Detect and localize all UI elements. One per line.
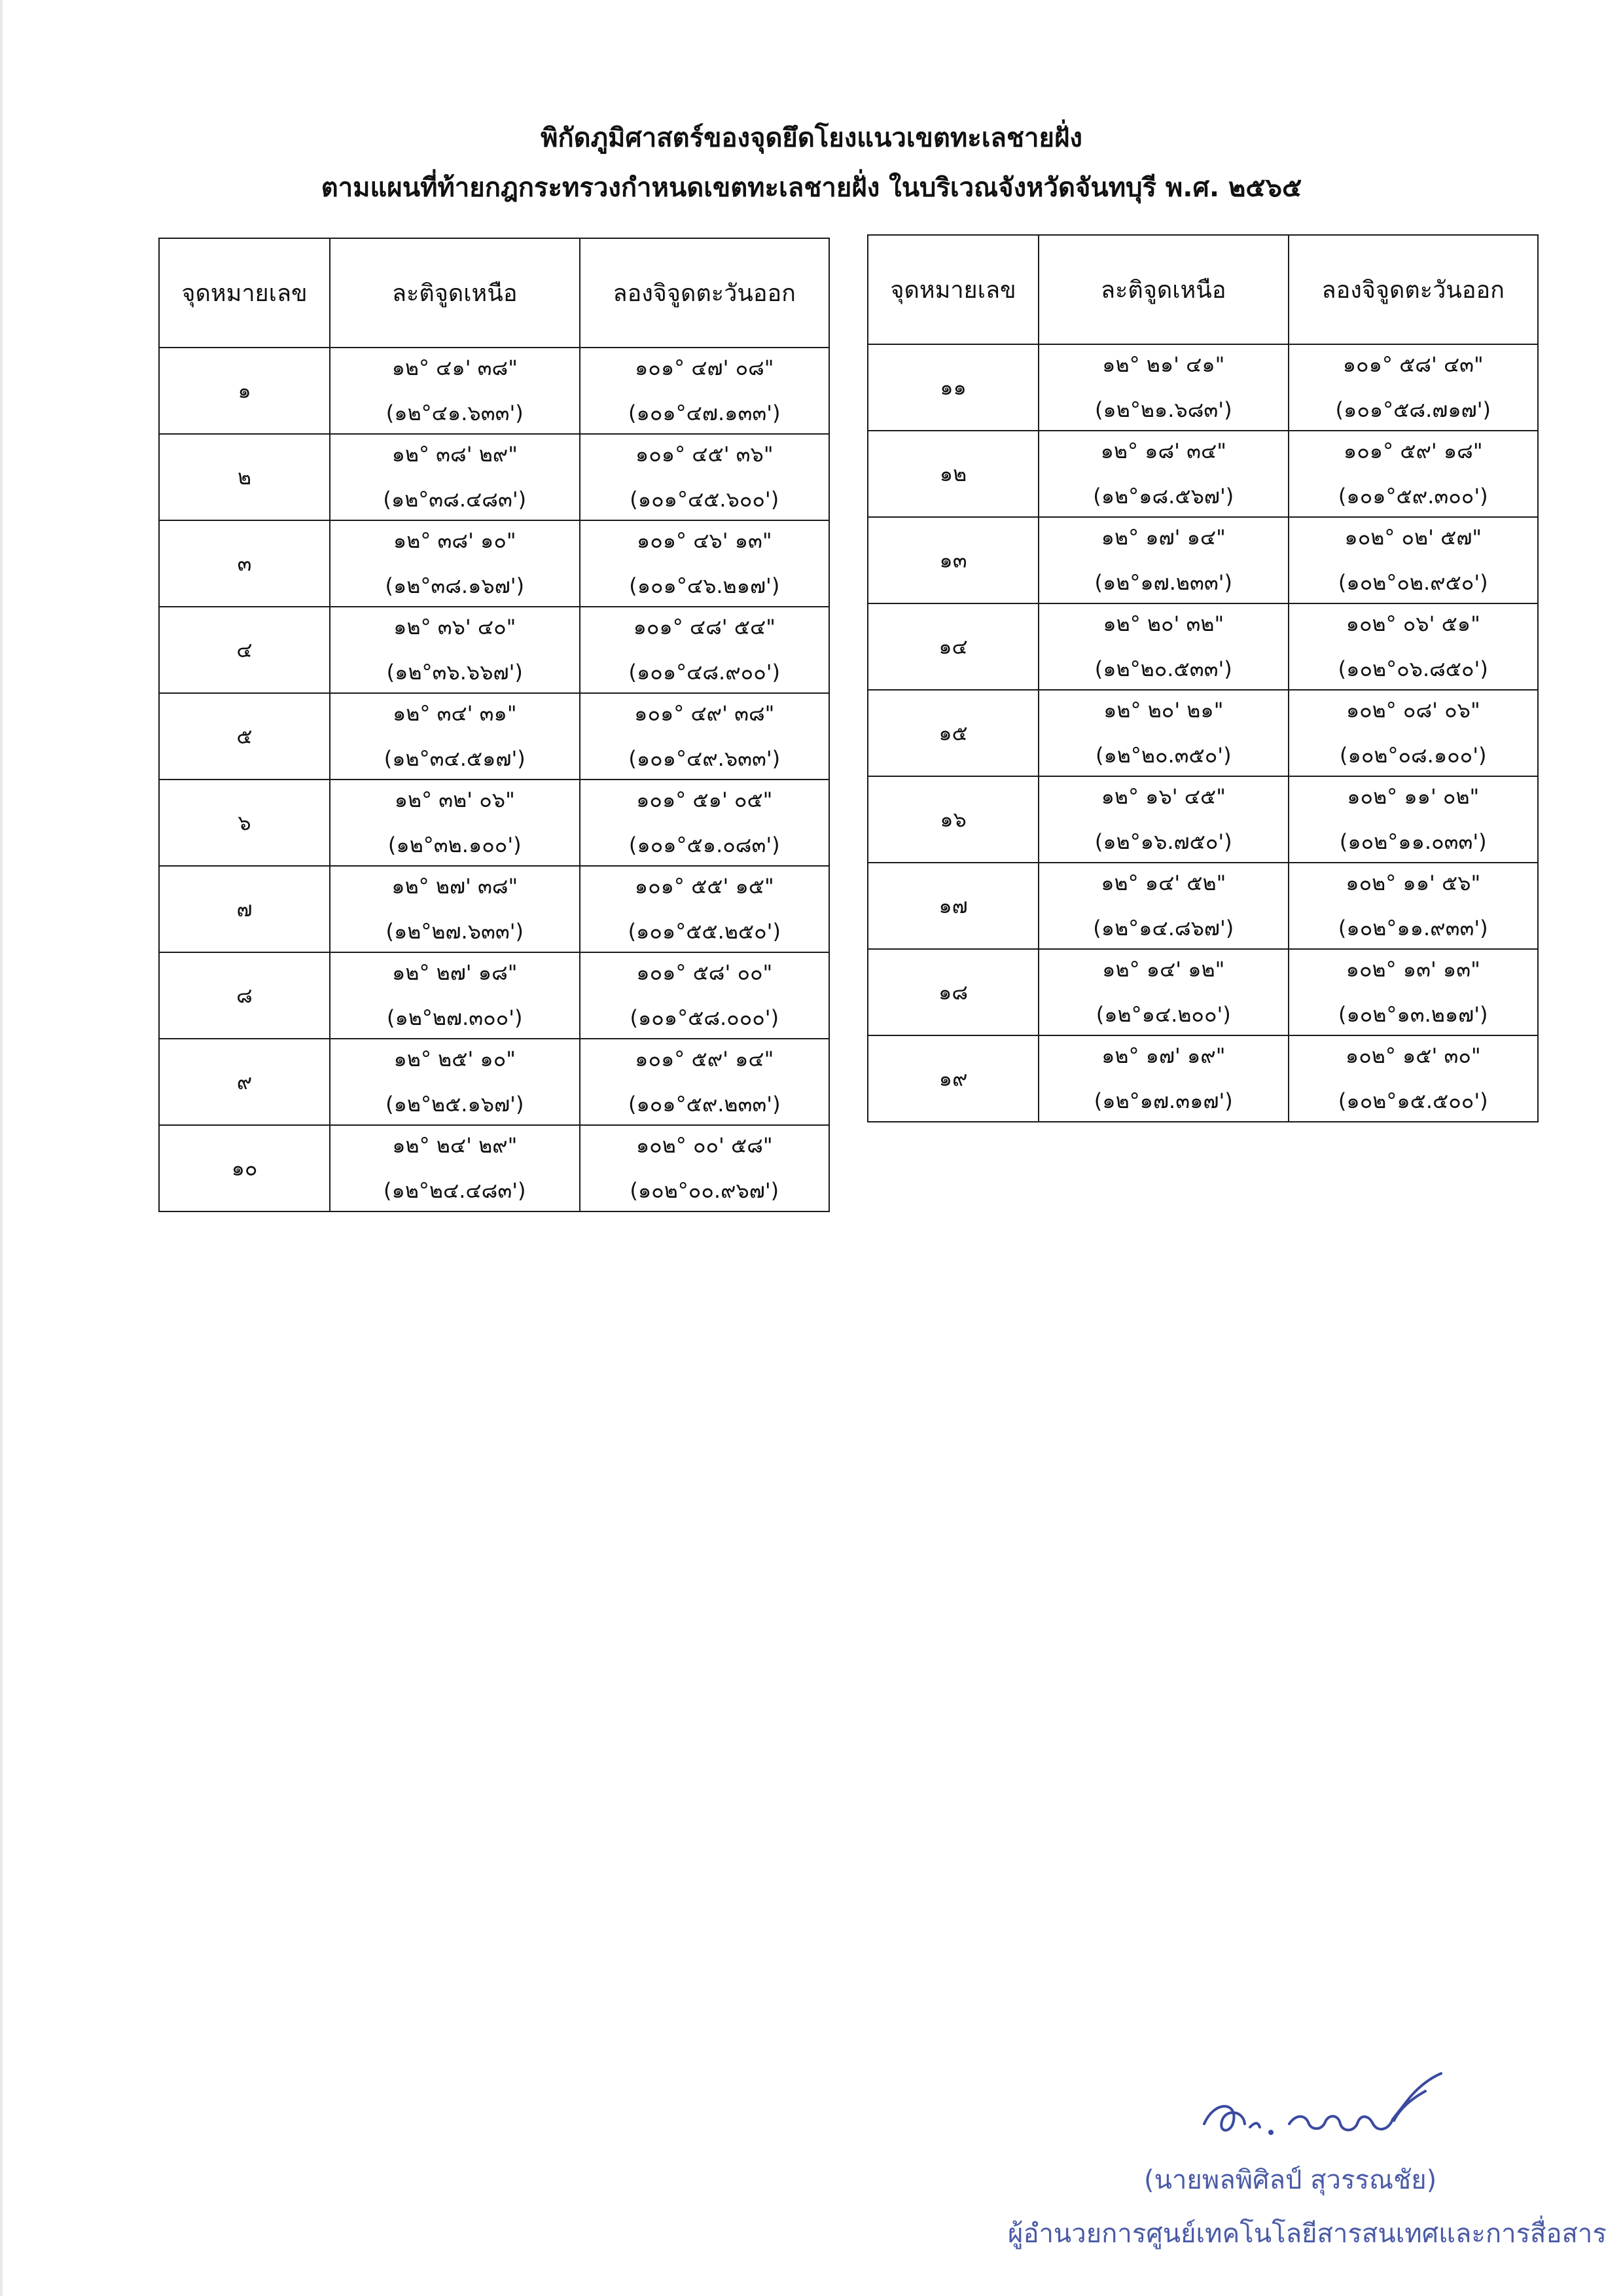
table-row: [868, 603, 1538, 690]
table-row: [868, 1035, 1538, 1122]
latitude-cell: [330, 952, 579, 1039]
longitude-dms: ๑๐๑° ๔๘' ๕๔": [633, 615, 776, 639]
longitude-cell: [1289, 1035, 1539, 1122]
latitude-dms: ๑๒° ๓๖' ๔๐": [393, 615, 516, 639]
latitude-dms: ๑๒° ๓๔' ๓๑": [392, 701, 517, 726]
document-title: พิกัดภูมิศาสตร์ของจุดยึดโยงแนวเขตทะเลชายฝั่ง: [541, 123, 1082, 153]
latitude-dms: ๑๒° ๔๑' ๓๘": [391, 355, 518, 380]
latitude-decimal: (๑๒°๒๑.๖๘๓'): [1094, 397, 1232, 422]
longitude-dms: ๑๐๒° ๐๒' ๕๗": [1344, 525, 1482, 550]
latitude-decimal: (๑๒°๑๗.๓๑๗'): [1094, 1088, 1233, 1113]
longitude-cell: [580, 780, 830, 866]
latitude-decimal: (๑๒°๓๘.๑๖๗'): [385, 573, 525, 598]
point-number: ๒: [159, 434, 330, 520]
latitude-dms: ๑๒° ๒๕' ๑๐": [393, 1047, 516, 1071]
column-header-point: จุดหมายเลข: [159, 238, 330, 348]
latitude-cell: [330, 520, 579, 607]
point-number: ๑๓: [868, 517, 1039, 603]
longitude-decimal: (๑๐๑°๕๙.๓๐๐'): [1338, 484, 1488, 509]
point-number: ๑๐: [159, 1125, 330, 1211]
latitude-dms: ๑๒° ๑๔' ๑๒": [1102, 957, 1225, 982]
latitude-dms: ๑๒° ๓๘' ๒๙": [391, 442, 518, 467]
longitude-cell: [580, 693, 830, 780]
longitude-cell: [1289, 690, 1539, 776]
latitude-cell: [1039, 776, 1288, 863]
latitude-decimal: (๑๒°๑๖.๗๕๐'): [1094, 829, 1232, 854]
point-number: ๑๗: [868, 863, 1039, 949]
table-row: [868, 431, 1538, 517]
column-header-longitude: ลองจิจูดตะวันออก: [1289, 235, 1539, 344]
longitude-decimal: (๑๐๑°๕๕.๒๕๐'): [628, 919, 781, 944]
longitude-decimal: (๑๐๑°๔๘.๙๐๐'): [628, 660, 780, 685]
longitude-decimal: (๑๐๒°๐๖.๘๕๐'): [1338, 656, 1488, 681]
longitude-decimal: (๑๐๑°๕๑.๐๘๓'): [628, 833, 780, 857]
latitude-decimal: (๑๒°๓๒.๑๐๐'): [387, 833, 522, 857]
latitude-cell: [330, 348, 579, 434]
longitude-dms: ๑๐๑° ๔๗' ๐๘": [634, 355, 774, 380]
latitude-cell: [330, 607, 579, 693]
longitude-cell: [580, 520, 830, 607]
longitude-cell: [580, 1125, 830, 1211]
longitude-decimal: (๑๐๒°๐๒.๙๕๐'): [1338, 570, 1488, 595]
point-number: ๑๕: [868, 690, 1039, 776]
table-row: [159, 520, 829, 607]
latitude-decimal: (๑๒°๓๘.๔๘๓'): [383, 487, 527, 512]
longitude-cell: [580, 952, 830, 1039]
point-number: ๗: [159, 866, 330, 952]
latitude-dms: ๑๒° ๑๗' ๑๔": [1101, 525, 1226, 550]
table-row: [868, 776, 1538, 863]
document-subtitle: ตามแผนที่ท้ายกฎกระทรวงกำหนดเขตทะเลชายฝั่ง ในบริเวณจังหวัดจันทบุรี พ.ศ. ๒๕๖๕: [321, 173, 1302, 203]
longitude-decimal: (๑๐๒°๐๐.๙๖๗'): [630, 1178, 779, 1203]
latitude-decimal: (๑๒°๒๕.๑๖๗'): [385, 1092, 524, 1117]
longitude-decimal: (๑๐๒°๑๕.๕๐๐'): [1338, 1088, 1488, 1113]
longitude-dms: ๑๐๑° ๕๘' ๔๓": [1342, 352, 1484, 377]
longitude-dms: ๑๐๒° ๐๖' ๕๑": [1346, 611, 1480, 636]
point-number: ๑๔: [868, 603, 1039, 690]
longitude-cell: [1289, 949, 1539, 1035]
longitude-decimal: (๑๐๑°๔๖.๒๑๗'): [629, 573, 780, 598]
latitude-decimal: (๑๒°๒๐.๕๓๓'): [1094, 656, 1232, 681]
table-row: [868, 863, 1538, 949]
table-row: [159, 1125, 829, 1211]
longitude-cell: [580, 1039, 830, 1125]
table-row: [159, 866, 829, 952]
point-number: ๑๘: [868, 949, 1039, 1035]
coordinates-table-right: [867, 234, 1539, 1122]
longitude-cell: [1289, 344, 1539, 431]
latitude-decimal: (๑๒°๓๔.๕๑๗'): [383, 746, 526, 771]
longitude-decimal: (๑๐๑°๔๙.๖๓๓'): [628, 746, 781, 771]
longitude-dms: ๑๐๑° ๕๑' ๐๕": [636, 787, 773, 812]
latitude-cell: [330, 693, 579, 780]
latitude-dms: ๑๒° ๒๐' ๒๑": [1103, 698, 1224, 723]
longitude-decimal: (๑๐๑°๔๗.๑๓๓'): [628, 401, 781, 425]
latitude-dms: ๑๒° ๑๘' ๓๔": [1100, 439, 1226, 463]
longitude-dms: ๑๐๑° ๕๙' ๑๘": [1343, 439, 1483, 463]
longitude-cell: [580, 607, 830, 693]
latitude-cell: [330, 434, 579, 520]
latitude-cell: [1039, 603, 1288, 690]
longitude-decimal: (๑๐๒°๑๑.๐๓๓'): [1339, 829, 1487, 854]
longitude-dms: ๑๐๒° ๐๘' ๐๖": [1346, 698, 1480, 723]
coordinates-table-left: [158, 238, 830, 1212]
latitude-cell: [1039, 690, 1288, 776]
table-header-row: [868, 235, 1538, 344]
longitude-decimal: (๑๐๑°๔๕.๖๐๐'): [630, 487, 779, 512]
longitude-dms: ๑๐๒° ๑๑' ๕๖": [1346, 870, 1481, 895]
latitude-cell: [1039, 949, 1288, 1035]
longitude-dms: ๑๐๒° ๑๓' ๑๓": [1346, 957, 1480, 982]
point-number: ๕: [159, 693, 330, 780]
point-number: ๓: [159, 520, 330, 607]
latitude-dms: ๑๒° ๒๐' ๓๒": [1103, 611, 1224, 636]
latitude-cell: [1039, 517, 1288, 603]
table-row: [159, 434, 829, 520]
latitude-dms: ๑๒° ๓๘' ๑๐": [393, 528, 516, 553]
point-number: ๑๙: [868, 1035, 1039, 1122]
point-number: ๑๑: [868, 344, 1039, 431]
point-number: ๘: [159, 952, 330, 1039]
longitude-dms: ๑๐๒° ๑๑' ๐๒": [1347, 784, 1480, 809]
column-header-longitude: ลองจิจูดตะวันออก: [580, 238, 830, 348]
latitude-decimal: (๑๒°๔๑.๖๓๓'): [385, 401, 524, 425]
longitude-dms: ๑๐๑° ๕๘' ๐๐": [636, 960, 773, 985]
signatory-position: ผู้อำนวยการศูนย์เทคโนโลยีสารสนเทศและการสื่อสาร: [1008, 2219, 1607, 2249]
longitude-dms: ๑๐๑° ๔๖' ๑๓": [636, 528, 772, 553]
longitude-cell: [1289, 776, 1539, 863]
table-row: [159, 780, 829, 866]
latitude-dms: ๑๒° ๒๗' ๑๘": [392, 960, 518, 985]
signatory-name: (นายพลพิศิลป์ สุวรรณชัย): [1144, 2165, 1437, 2195]
latitude-dms: ๑๒° ๑๗' ๑๙": [1101, 1043, 1226, 1068]
latitude-dms: ๑๒° ๑๖' ๔๕": [1101, 784, 1226, 809]
longitude-decimal: (๑๐๑°๕๘.๗๑๗'): [1335, 397, 1491, 422]
longitude-cell: [1289, 603, 1539, 690]
table-row: [159, 952, 829, 1039]
point-number: ๑๖: [868, 776, 1039, 863]
latitude-decimal: (๑๒°๒๐.๓๕๐'): [1095, 743, 1232, 768]
longitude-dms: ๑๐๑° ๔๕' ๓๖": [635, 442, 774, 467]
latitude-cell: [1039, 1035, 1288, 1122]
table-row: [868, 517, 1538, 603]
point-number: ๔: [159, 607, 330, 693]
table-row: [159, 607, 829, 693]
longitude-cell: [1289, 517, 1539, 603]
latitude-decimal: (๑๒°๒๗.๓๐๐'): [387, 1005, 523, 1030]
longitude-dms: ๑๐๒° ๐๐' ๕๘": [635, 1133, 773, 1158]
latitude-decimal: (๑๒°๑๘.๕๖๗'): [1093, 484, 1234, 509]
latitude-dms: ๑๒° ๒๑' ๔๑": [1102, 352, 1225, 377]
latitude-cell: [330, 1125, 579, 1211]
longitude-decimal: (๑๐๑°๕๙.๒๓๓'): [628, 1092, 781, 1117]
latitude-dms: ๑๒° ๑๔' ๕๒": [1101, 870, 1226, 895]
latitude-decimal: (๑๒°๒๔.๔๘๓'): [383, 1178, 526, 1203]
table-row: [868, 949, 1538, 1035]
table-header-row: [159, 238, 829, 348]
latitude-dms: ๑๒° ๓๒' ๐๖": [394, 787, 515, 812]
longitude-decimal: (๑๐๒°๑๑.๙๓๓'): [1338, 916, 1488, 941]
point-number: ๖: [159, 780, 330, 866]
table-row: [159, 693, 829, 780]
longitude-dms: ๑๐๑° ๕๕' ๑๕": [634, 874, 774, 899]
point-number: ๑๒: [868, 431, 1039, 517]
column-header-latitude: ละติจูดเหนือ: [1039, 235, 1288, 344]
latitude-cell: [1039, 344, 1288, 431]
latitude-cell: [330, 866, 579, 952]
point-number: ๙: [159, 1039, 330, 1125]
longitude-cell: [1289, 863, 1539, 949]
table-row: [868, 344, 1538, 431]
latitude-dms: ๑๒° ๒๔' ๒๙": [392, 1133, 518, 1158]
longitude-dms: ๑๐๑° ๔๙' ๓๘": [634, 701, 775, 726]
handwritten-signature: [1198, 2062, 1459, 2153]
latitude-cell: [330, 1039, 579, 1125]
point-number: ๑: [159, 348, 330, 434]
latitude-decimal: (๑๒°๑๔.๒๐๐'): [1096, 1002, 1231, 1027]
column-header-latitude: ละติจูดเหนือ: [330, 238, 579, 348]
longitude-cell: [580, 866, 830, 952]
column-header-point: จุดหมายเลข: [868, 235, 1039, 344]
table-row: [159, 348, 829, 434]
longitude-cell: [580, 434, 830, 520]
latitude-cell: [330, 780, 579, 866]
latitude-decimal: (๑๒°๑๗.๒๓๓'): [1094, 570, 1233, 595]
longitude-cell: [1289, 431, 1539, 517]
latitude-cell: [1039, 863, 1288, 949]
table-row: [868, 690, 1538, 776]
table-row: [159, 1039, 829, 1125]
latitude-dms: ๑๒° ๒๗' ๓๘": [391, 874, 518, 899]
page-edge: [0, 0, 3, 2296]
latitude-decimal: (๑๒°๑๔.๘๖๗'): [1093, 916, 1234, 941]
latitude-cell: [1039, 431, 1288, 517]
longitude-cell: [580, 348, 830, 434]
longitude-dms: ๑๐๒° ๑๕' ๓๐": [1345, 1043, 1481, 1068]
latitude-decimal: (๑๒°๒๗.๖๓๓'): [385, 919, 524, 944]
longitude-decimal: (๑๐๑°๕๘.๐๐๐'): [630, 1005, 779, 1030]
longitude-decimal: (๑๐๒°๐๘.๑๐๐'): [1340, 743, 1487, 768]
longitude-decimal: (๑๐๒°๑๓.๒๑๗'): [1338, 1002, 1488, 1027]
latitude-decimal: (๑๒°๓๖.๖๖๗'): [386, 660, 523, 685]
longitude-dms: ๑๐๑° ๕๙' ๑๔": [635, 1047, 774, 1071]
